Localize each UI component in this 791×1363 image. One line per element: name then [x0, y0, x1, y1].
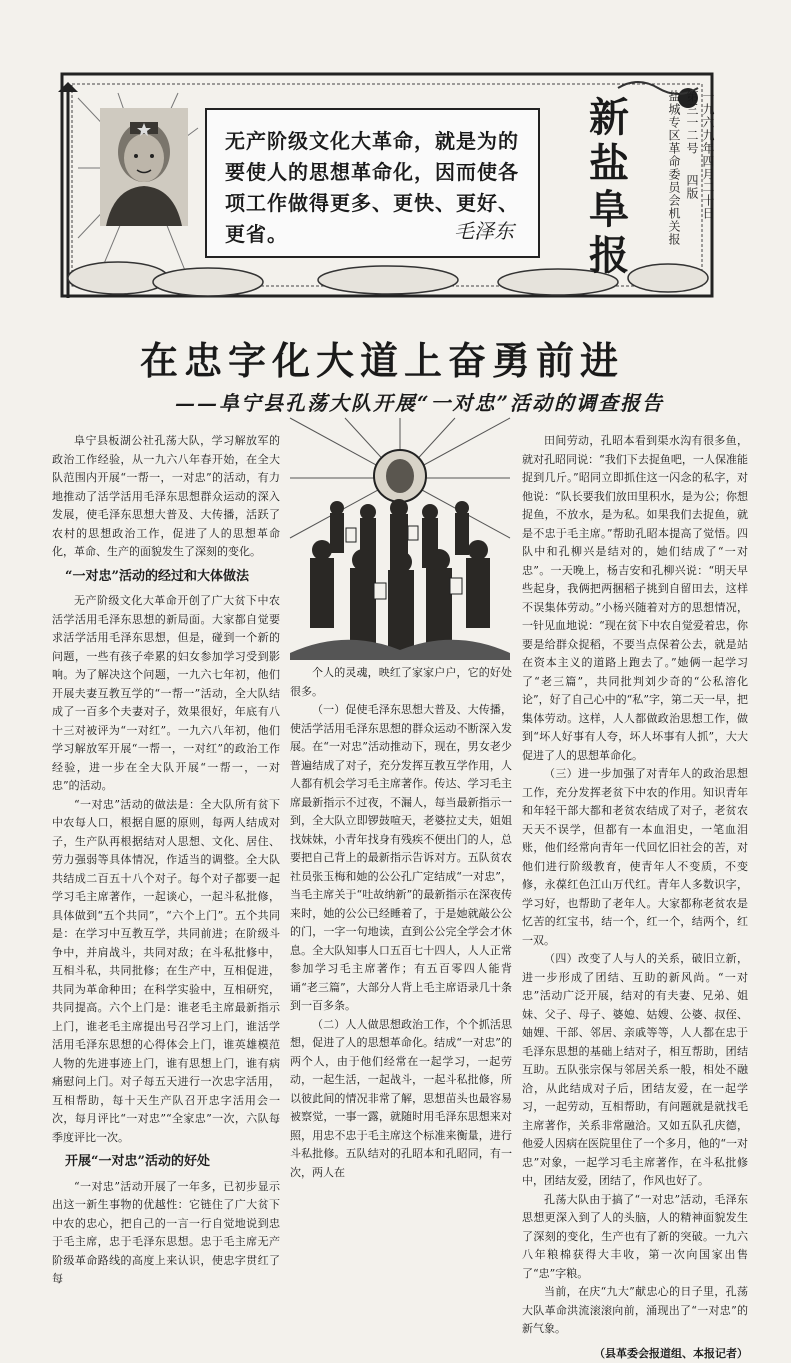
- masthead-char-4: 报: [560, 233, 658, 279]
- page-count: 四版: [684, 174, 701, 200]
- paragraph: “一对忠”活动开展了一年多，已初步显示出这一新生事物的优越性：它链住了广大贫下中农的忠心，把自己的一言一行自觉地说到忠于毛主席，忠于毛泽东思想。忠于毛主席无产阶级革命路线的高度上来认识，使忠字贯红了每: [52, 1178, 280, 1289]
- paragraph: （一）促使毛泽东思想大普及、大传播，使活学活用毛泽东思想的群众运动不断深入发展。在“一对忠”活动推动下，现在，男女老少普遍结成了对子，充分发挥互教互学作用，人人都有机会学习毛主席著作。传达、学习毛主席最新指示不过夜，不漏人，每当最新指示一到，全大队立即锣鼓喧天，老婆拉丈夫，姐姐找妹妹，小青年找身有残疾不便出门的人，总要把自己背上的最新指示告诉对方。五队贫农社员张玉梅和她的公公孔广定结成“一对忠”，当毛主席关于“吐故纳新”的最新指示在深夜传来时，她的公公已经睡着了，于是她就敲公公的门，一字一句地读，直到公公完全学会才休息。全大队知事人口五百七十四人，人人正常参加学习毛主席著作；有五百零四人能背诵“老三篇”，大部分人背上毛主席语录几十条到一百多条。: [290, 701, 512, 1016]
- publication-info: [660, 90, 718, 280]
- paragraph: （四）改变了人与人的关系，破旧立新，进一步形成了团结、互助的新风尚。“一对忠”活动广泛开展，结对的有夫妻、兄弟、姐妹、父子、母子、婆媳、姑嫂、公婆、叔侄、妯娌、干部、邻居、亲戚等等，人人都在忠于毛泽东思想的基础上结对子，相互帮助，团结互助。五队张宗保与邻居关系一般，相处不融洽，从此结成对子后，团结友爱，在一起学习，一起劳动，互相帮助，有问题就是就找毛主席著作，关系非常融洽。又如五队孔庆德，他爱人因病在医院里住了一个多月，他的“一对忠”对象，一起学习毛主席著作，在斗私批修中，团结友爱，团结了，作风也好了。: [522, 950, 748, 1191]
- section-heading-1: “一对忠”活动的经过和大体做法: [52, 568, 280, 587]
- masthead-char-1: 新: [560, 95, 658, 141]
- paragraph: （三）进一步加强了对青年人的政治思想工作，充分发挥老贫下中农的作用。知识青年和年轻干部大都和老贫农结成了对子，老贫农天天不误学，但都有一本血泪史，一笔血泪账，他们经常向青年一代回忆旧社会的苦，对他们进行阶级教育，使青年人不变质，不变修，永葆红色江山万代红。青年人多数识字，学习好，也帮助了老年人。大家都称老贫农是忆苦的红宝书，结一个，红一个，结两个，红一双。: [522, 765, 748, 950]
- paragraph: “一对忠”活动的做法是：全大队所有贫下中农每人口，根据自愿的原则，每两人结成对子，生产队再根据结对人思想、文化、居住、劳力强弱等具体情况，作适当的调整。全大队共结成二百五十八个对子。每个对子都要一起学习毛主席著作，一起谈心，一起斗私批修，具体做到“五个共同”，“六个上门”。五个共同是：在学习中互教互学，共同前进；在阶级斗争中，并肩战斗，共同对敌；在斗私批修中，互相斗私，共同批修；在生产中，互相促进，共同为革命种田；在科学实验中，互相研究，共同提高。六个上门是：谁老毛主席最新指示上门，谁老毛主席提出号召学习上门，谁活学活用毛泽东思想的心得体会上门，谁英雄模范人物的先进事迹上门，谁有思想上门，谁有病痛慰问上门。对子每五天进行一次忠字活用，互相帮助，每十天生产队召开忠字活用会一次，每月评比“一对忠”“全家忠”一次，六队每季度评比一次。: [52, 796, 280, 1148]
- issue-date: 一九六九年四月二十日: [700, 90, 717, 220]
- paragraph: 个人的灵魂，映红了家家户户，它的好处很多。: [290, 664, 512, 701]
- article-headline: 在忠字化大道上奋勇前进: [140, 330, 680, 385]
- article-subtitle: ——阜宁县孔荡大队开展“一对忠”活动的调查报告: [175, 387, 695, 416]
- paragraph: 无产阶级文化大革命开创了广大贫下中农活学活用毛泽东思想的新局面。大家都自觉要求活学活用毛泽东思想，但是，碰到一个新的问题，一些有孩子牵累的妇女参加学习受到影响。为了解决这个问题，一九六七年初，他们开展夫妻互教互学的“一帮一”活动，全大队结成了一百多个夫妻对子，效果很好，年底有八十三对被评为“一对红”。一九六八年初，他们学习解放军开展“一帮一，一对红”的政治工作经验，进一步在全大队开展“一帮一，一对忠”的活动。: [52, 592, 280, 796]
- newspaper-masthead: [560, 95, 658, 260]
- issue-number: 第三一二号: [684, 90, 701, 155]
- article-column-3: [522, 432, 748, 1132]
- masthead-char-2: 盐: [560, 141, 658, 187]
- paragraph: 田间劳动，孔昭本看到渠水沟有很多鱼，就对孔昭同说：“我们下去捉鱼吧，一人保准能捉到几斤。”昭同立即抓住这一闪念的私字，对他说：“队长要我们放田里积水，是为公；你想捉鱼，不放水，是为私。如果我们去捉鱼，就是不忠于毛主席。”帮助孔昭本提高了觉悟。四队中和孔柳兴是结对的，她们结成了“一对忠”。一天晚上，杨吉安和孔柳兴说：“明天早些起身，我俩把两捆稻子挑到自留田去，这样不误集体劳动。”小杨兴随着对方的思想情况，一针见血地说：“现在贫下中农自觉爱着忠，你要是给群众捉稻，不要当点保着公去，就是站在资本主义的道路上跑去了。”她俩一起学习了“老三篇”，共同批判刘少奇的“公私溶化论”，好了自己心中的“私”字，第二天一早，把集体劳动。这样，人人都做政治思想工作，做到“坏人好事有人夸，坏人坏事有人抓”，大大促进了人的思想革命化。: [522, 432, 748, 765]
- intro-paragraph: 阜宁县板湖公社孔荡大队，学习解放军的政治工作经验，从一九六八年春开始，在全大队范围内开展“一帮一，一对忠”的活动，有力地推动了活学活用毛泽东思想群众运动的深入发展，使毛泽东思想大普及、大传播，活跃了农村的思想政治工作，促进了人的思想革命化，革命、生产的面貌发生了深刻的变化。: [52, 432, 280, 562]
- article-column-1: [52, 432, 280, 1132]
- article-credit: （县革委会报道组、本报记者）: [522, 1345, 748, 1363]
- paragraph: 孔荡大队由于搞了“一对忠”活动，毛泽东思想更深入到了人的头脑，人的精神面貌发生了深刻的变化，生产也有了新的突破。一九六八年粮棉获得大丰收，第一次向国家出售了“忠”字粮。: [522, 1191, 748, 1284]
- masthead-char-3: 阜: [560, 187, 658, 233]
- article-column-2: [290, 664, 512, 1132]
- mao-quote-text: 无产阶级文化大革命，就是为的要使人的思想革命化，因而使各项工作做得更多、更快、更好、更省。: [225, 126, 528, 250]
- mao-quote-box: [205, 108, 540, 258]
- crowd-illustration: [290, 418, 510, 660]
- paragraph: 当前，在庆“九大”献忠心的日子里，孔荡大队革命洪流滚滚向前，涌现出了“一对忠”的新气象。: [522, 1283, 748, 1339]
- mao-portrait-icon: [100, 108, 188, 226]
- paragraph: （二）人人做思想政治工作，个个抓活思想，促进了人的思想革命化。结成“一对忠”的两个人，由于他们经常在一起学习，一起劳动，一起生活，一起战斗，一起斗私批修，所以彼此间的情况非常了解，思想苗头也最容易被察觉，一事一露，就随时用毛泽东思想来对照，用忠不忠于毛主席这个标准来衡量，进行斗私批修。五队结对的孔昭本和孔昭同，有一次，两人在: [290, 1016, 512, 1183]
- mao-signature: 毛泽东: [454, 215, 514, 244]
- section-heading-2: 开展“一对忠”活动的好处: [52, 1153, 280, 1172]
- publisher: 盐城专区革命委员会机关报: [666, 90, 683, 246]
